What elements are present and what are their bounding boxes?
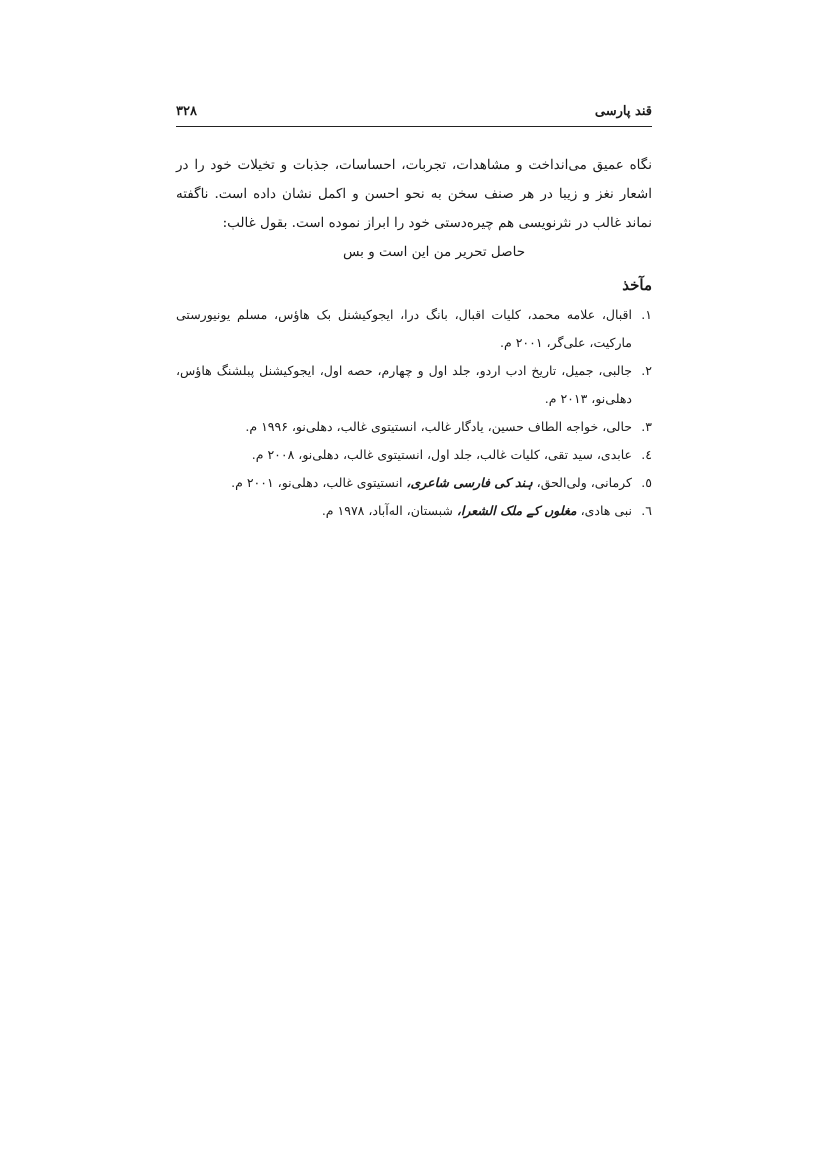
reference-text: عابدی، سید تقی، کلیات غالب، جلد اول، انستیتوی غالب، دهلی‌نو، ۲۰۰۸ م. (251, 447, 632, 462)
reference-text: اقبال، علامه محمد، کلیات اقبال، بانگ درا، ایجوکیشنل بک هاؤس، مسلم یونیورستی مارکیت، علی‌گر، ۲۰۰۱ م. (176, 307, 632, 350)
page (176, 104, 652, 525)
reference-number: ۳. (641, 419, 652, 434)
reference-item (176, 469, 652, 497)
journal-title: قند پارسی (594, 104, 652, 119)
references-list (176, 301, 652, 525)
reference-number: ۲. (641, 363, 652, 378)
reference-author: کرمانی، ولی‌الحق، (536, 475, 632, 490)
paragraph: نگاه عمیق می‌انداخت و مشاهدات، تجربات، احساسات، جذبات و تخیلات خود را در اشعار نغز و زیبا در هر صنف سخن به نحو احسن و اکمل نشان داده است. ناگفته نماند غالب در نثرنویسی هم چیره‌دستی خود را ابراز نموده است. بقول غالب: (176, 157, 652, 231)
reference-item (176, 413, 652, 441)
running-header (176, 104, 652, 127)
reference-item (176, 497, 652, 525)
reference-number: ۱. (641, 307, 652, 322)
reference-text: حالی، خواجه الطاف حسین، یادگار غالب، انستیتوی غالب، دهلی‌نو، ۱۹۹۶ م. (245, 419, 632, 434)
reference-number: ٤. (641, 447, 652, 462)
reference-author: نبی هادی، (580, 503, 632, 518)
reference-publisher: انستیتوی غالب، دهلی‌نو، ۲۰۰۱ م. (231, 475, 403, 490)
page-number: ۳۲۸ (176, 104, 197, 119)
reference-item (176, 301, 652, 357)
references-title: مآخذ (622, 276, 652, 294)
reference-book-title: مغلوں کے ملک الشعرا، (456, 503, 577, 518)
verse-line: حاصل تحریر من این است و بس (342, 244, 526, 260)
body-text (176, 151, 652, 267)
reference-book-title: ہند کی فارسی شاعری، (406, 475, 533, 490)
reference-text: جالبی، جمیل، تاریخ ادب اردو، جلد اول و چهارم، حصه اول، ایجوکیشنل پبلشنگ هاؤس، دهلی‌نو، ۲۰۱۳ م. (176, 363, 632, 406)
reference-number: ٥. (641, 475, 652, 490)
reference-publisher: شبستان، اله‌آباد، ۱۹۷۸ م. (321, 503, 453, 518)
reference-item (176, 357, 652, 413)
reference-item (176, 441, 652, 469)
reference-number: ٦. (641, 503, 652, 518)
